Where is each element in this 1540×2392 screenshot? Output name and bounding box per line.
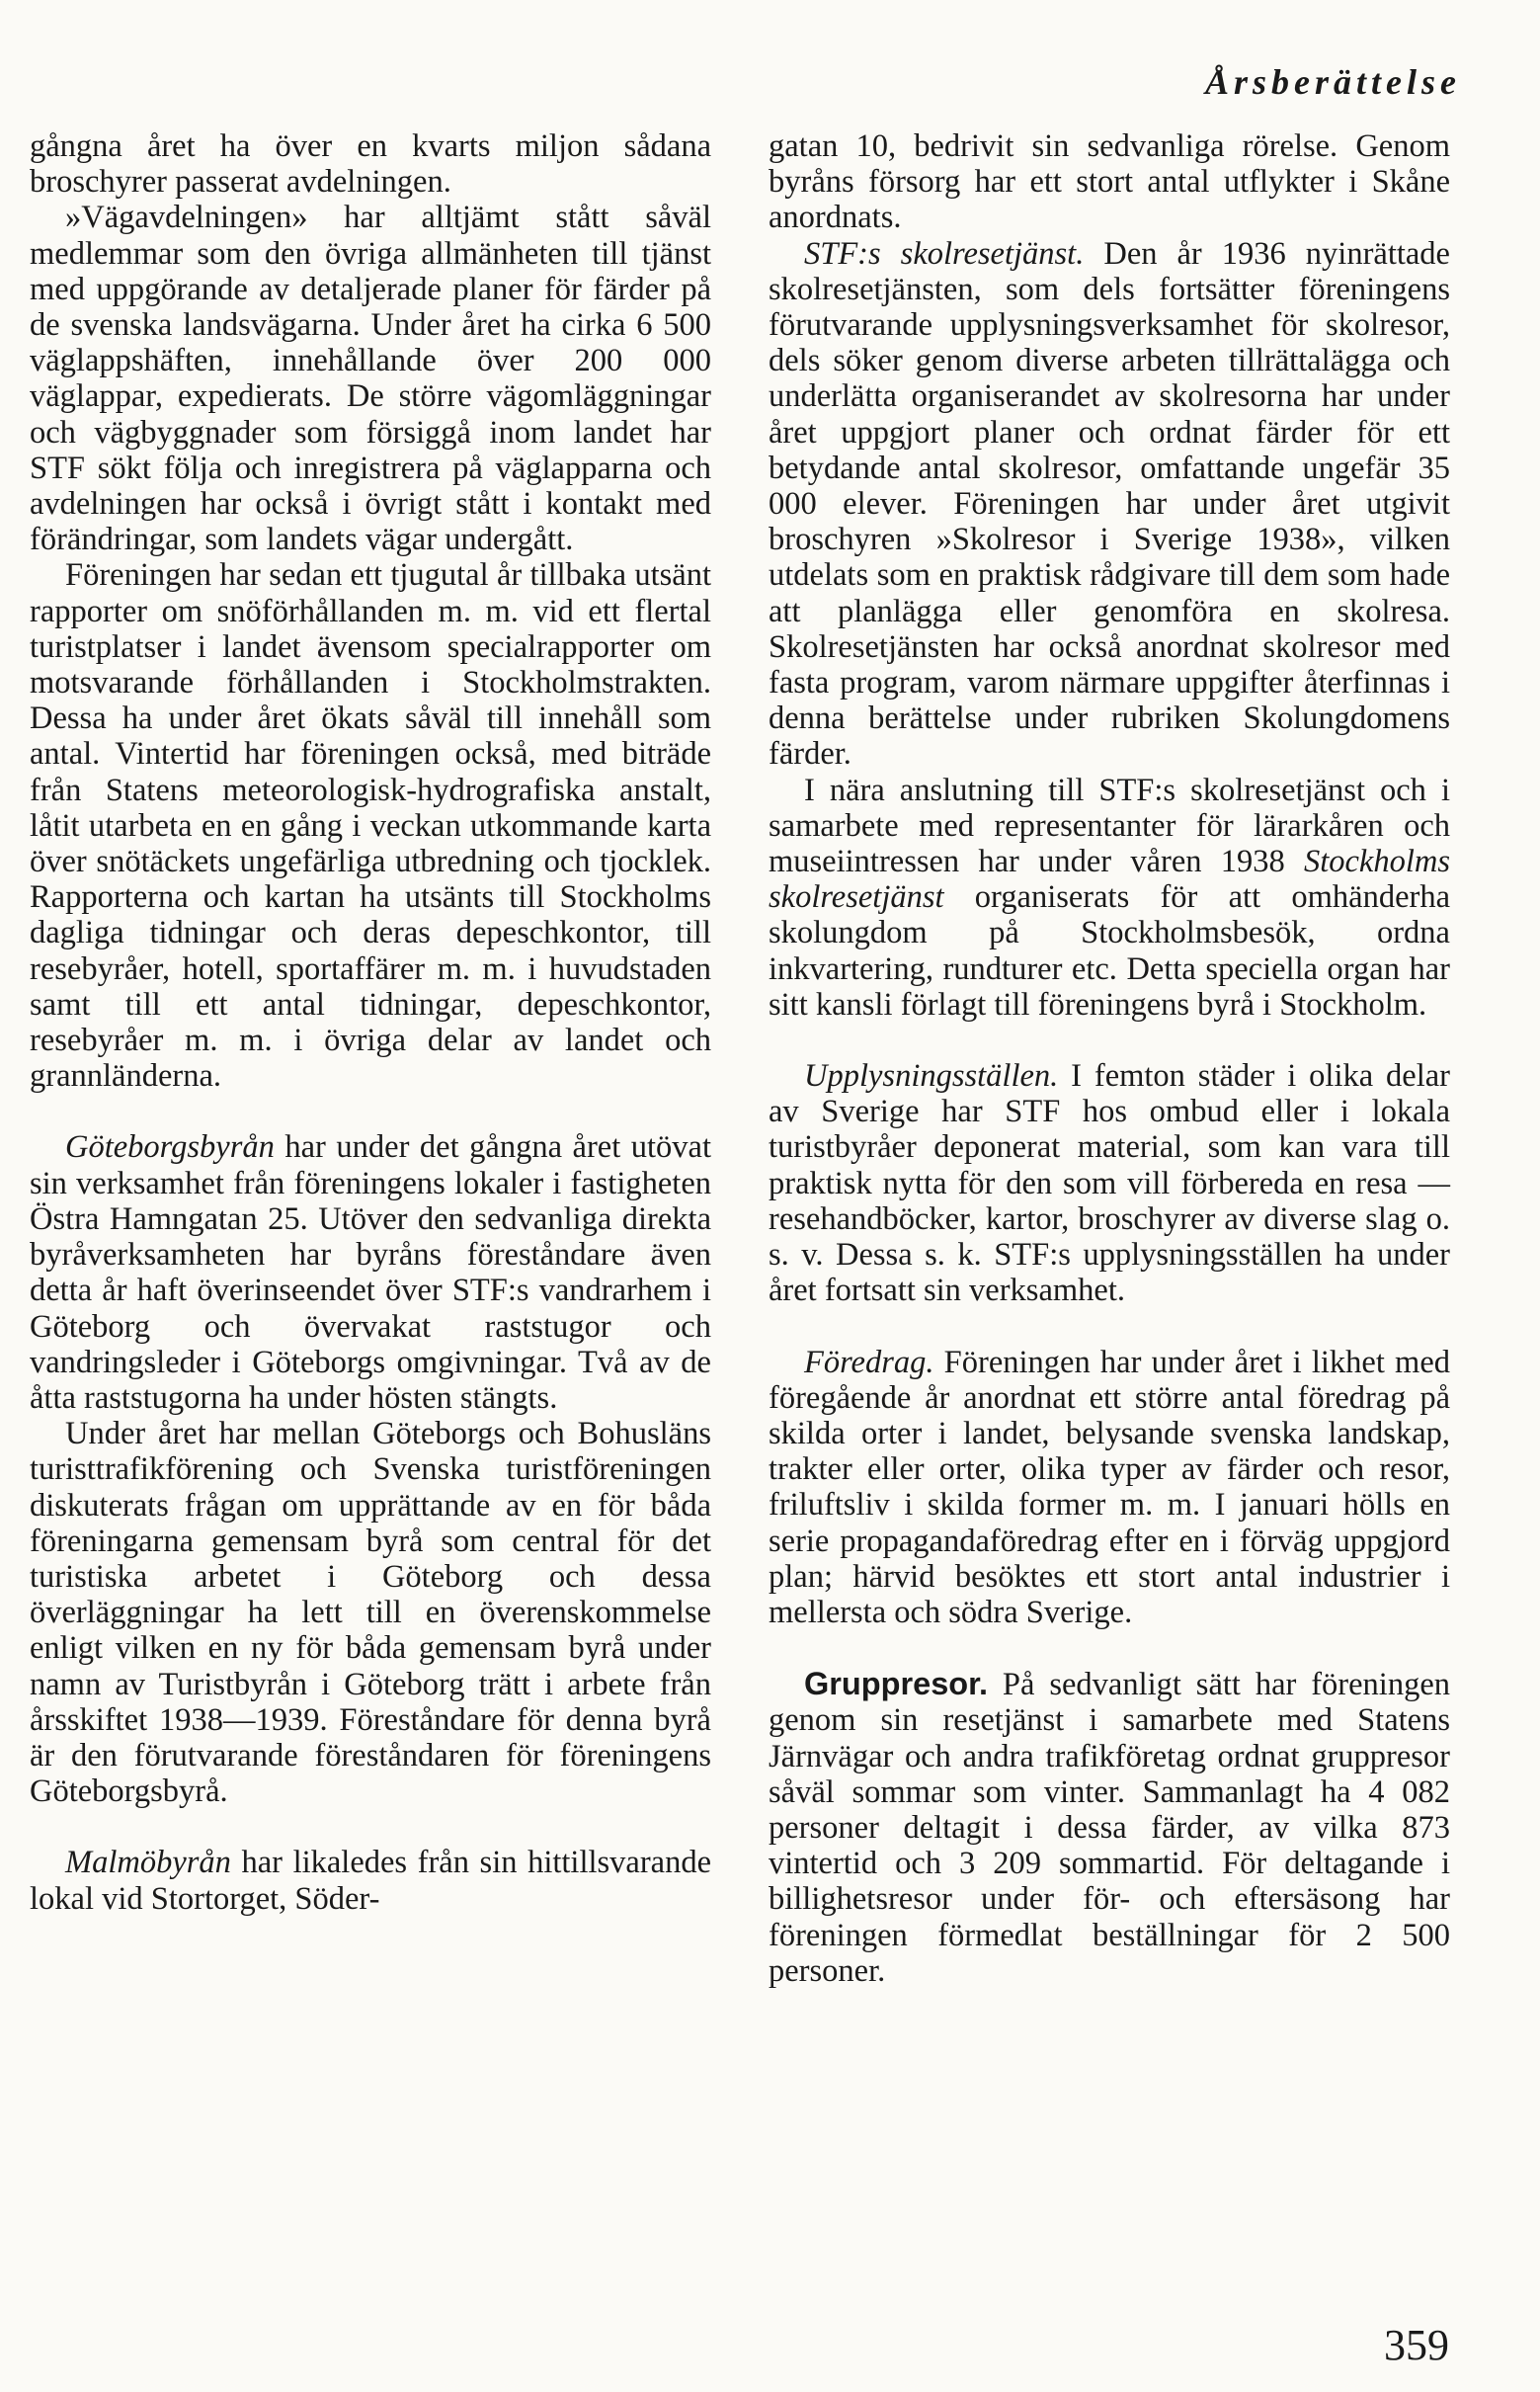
paragraph-stockholms-skolresetjanst	[769, 773, 1450, 1023]
paragraph: gångna året ha över en kvarts miljon sådana broschyrer passerat avdelningen.	[30, 128, 711, 201]
section-heading: STF:s skolresetjänst.	[804, 235, 1085, 272]
section-heading: Upplysningsställen.	[804, 1058, 1059, 1095]
page-number: 359	[1384, 2321, 1449, 2369]
section-heading: Föredrag.	[804, 1344, 934, 1380]
paragraph-text: I femton städer i olika delar av Sverige har STF hos ombud eller i lokala turistbyråer deponerat material, som kan vara till praktisk nytta för den som vill förbereda en resa — resehandböcker, kartor, broschyrer av diverse slag o. s. v. Dessa s. k. STF:s upplysningsställen ha under året fortsatt sin verksamhet.	[769, 1058, 1450, 1309]
right-column	[769, 128, 1450, 1989]
paragraph-malmobyran	[30, 1845, 711, 1916]
paragraph-foredrag	[769, 1345, 1450, 1631]
paragraph-upplysningsstallen	[769, 1058, 1450, 1308]
section-heading: Malmöbyrån	[65, 1845, 231, 1881]
paragraph-text: har likaledes från sin hittillsvarande lokal vid Stortorget, Söder-	[30, 1845, 711, 1917]
paragraph-text: Den år 1936 nyinrättade skolresetjänsten, som dels fortsätter föreningens förutvarande upplysningsverksamhet för skolresor, dels söker genom diverse arbeten tillrättalägga och underlätta organiserandet av skolresorna har under året uppgjort planer och ordnat färder för ett betydande antal skolresor, omfattande ungefär 35 000 elever. Föreningen har under året utgivit broschyren »Skolresor i Sverige 1938», vilken utdelats som en praktisk rådgivare till dem som hade att planlägga eller genomföra en skolresa. Skolresetjänsten har också anordnat skolresor med fasta program, varom närmare uppgifter återfinnas i denna berättelse under rubriken Skolungdomens färder.	[769, 235, 1450, 773]
paragraph-skolresetjanst	[769, 236, 1450, 773]
paragraph-text: Föreningen har under året i likhet med föregående år anordnat ett större antal föredrag på skilda orter i landet, belysande svenska landskap, trakter eller orter, olika typer av färder och resor, friluftsliv i skilda former m. m. I januari hölls en serie propagandaföredrag efter en i förväg uppgjord plan; härvid besöktes ett stort antal industrier i mellersta och södra Sverige.	[769, 1344, 1450, 1630]
section-heading: Gruppresor.	[804, 1666, 989, 1702]
paragraph: »Vägavdelningen» har alltjämt stått såväl medlemmar som den övriga allmänheten till tjänst med uppgörande av detaljerade planer för färder på de svenska landsvägarna. Under året ha cirka 6 500 väglappshäften, innehållande över 200 000 väglappar, expedierats. De större vägomläggningar och vägbyggnader som försiggå inom landet har STF sökt följa och inregistrera på väglapparna och avdelningen har också i övrigt stått i kontakt med förändringar, som landets vägar undergått.	[30, 200, 711, 558]
paragraph-text: I nära anslutning till STF:s skolresetjänst och i samarbete med representanter för lärarkåren och museiintressen har under våren 1938	[769, 772, 1450, 880]
paragraph: gatan 10, bedrivit sin sedvanliga rörelse. Genom byråns försorg har ett stort antal utflykter i Skåne anordnats.	[769, 128, 1450, 236]
section-heading: Göteborgsbyrån	[65, 1129, 275, 1166]
emphasis: Stockholms skolresetjänst	[769, 844, 1450, 916]
paragraph: Under året har mellan Göteborgs och Bohusläns turisttrafikförening och Svenska turistföreningen diskuterats frågan om upprättande av en för båda föreningarna gemensam byrå som central för det turistiska arbetet i Göteborg och dessa överläggningar ha lett till en överenskommelse enligt vilken en ny för båda gemensam byrå under namn av Turistbyrån i Göteborg trätt i arbete från årsskiftet 1938—1939. Föreståndare för denna byrå är den förutvarande föreståndaren för föreningens Göteborgsbyrå.	[30, 1416, 711, 1810]
running-title: Årsberättelse	[1205, 62, 1461, 102]
paragraph-text: På sedvanligt sätt har föreningen genom sin resetjänst i samarbete med Statens Järnvägar och andra trafikföretag ordnat gruppresor såväl sommar som vinter. Sammanlagt ha 4 082 personer deltagit i dessa färder, av vilka 873 vintertid och 3 209 sommartid. För deltagande i billighetsresor under för- och eftersäsong har föreningen förmedlat beställningar för 2 500 personer.	[769, 1667, 1450, 1989]
paragraph: Föreningen har sedan ett tjugutal år tillbaka utsänt rapporter om snöförhållanden m. m. vid ett flertal turistplatser i landet ävensom specialrapporter om motsvarande förhållanden i Stockholmstrakten. Dessa ha under året ökats såväl till innehåll som antal. Vintertid har föreningen också, med biträde från Statens meteorologisk-hydrografiska anstalt, låtit utarbeta en en gång i veckan utkommande karta över snötäckets ungefärliga utbredning och tjocklek. Rapporterna och kartan ha utsänts till Stockholms dagliga tidningar och deras depeschkontor, till resebyråer, hotell, sportaffärer m. m. i huvudstaden samt till ett antal tidningar, depeschkontor, resebyråer m. m. i övriga delar av landet och grannländerna.	[30, 557, 711, 1095]
paragraph-goteborgsbyran	[30, 1129, 711, 1416]
left-column	[30, 128, 711, 1917]
paragraph-text: har under det gångna året utövat sin verksamhet från föreningens lokaler i fastigheten Östra Hamngatan 25. Utöver den sedvanliga direkta byråverksamheten har byråns föreståndare även detta år haft överinseendet över STF:s vandrarhem i Göteborg och övervakat raststugor och vandringsleder i Göteborgs omgivningar. Två av de åtta raststugorna ha under hösten stängts.	[30, 1129, 711, 1416]
paragraph-gruppresor	[769, 1666, 1450, 1989]
paragraph-text: organiserats för att omhänderha skolungdom på Stockholmsbesök, ordna inkvartering, rundturer etc. Detta speciella organ har sitt kansli förlagt till föreningens byrå i Stockholm.	[769, 879, 1450, 1023]
